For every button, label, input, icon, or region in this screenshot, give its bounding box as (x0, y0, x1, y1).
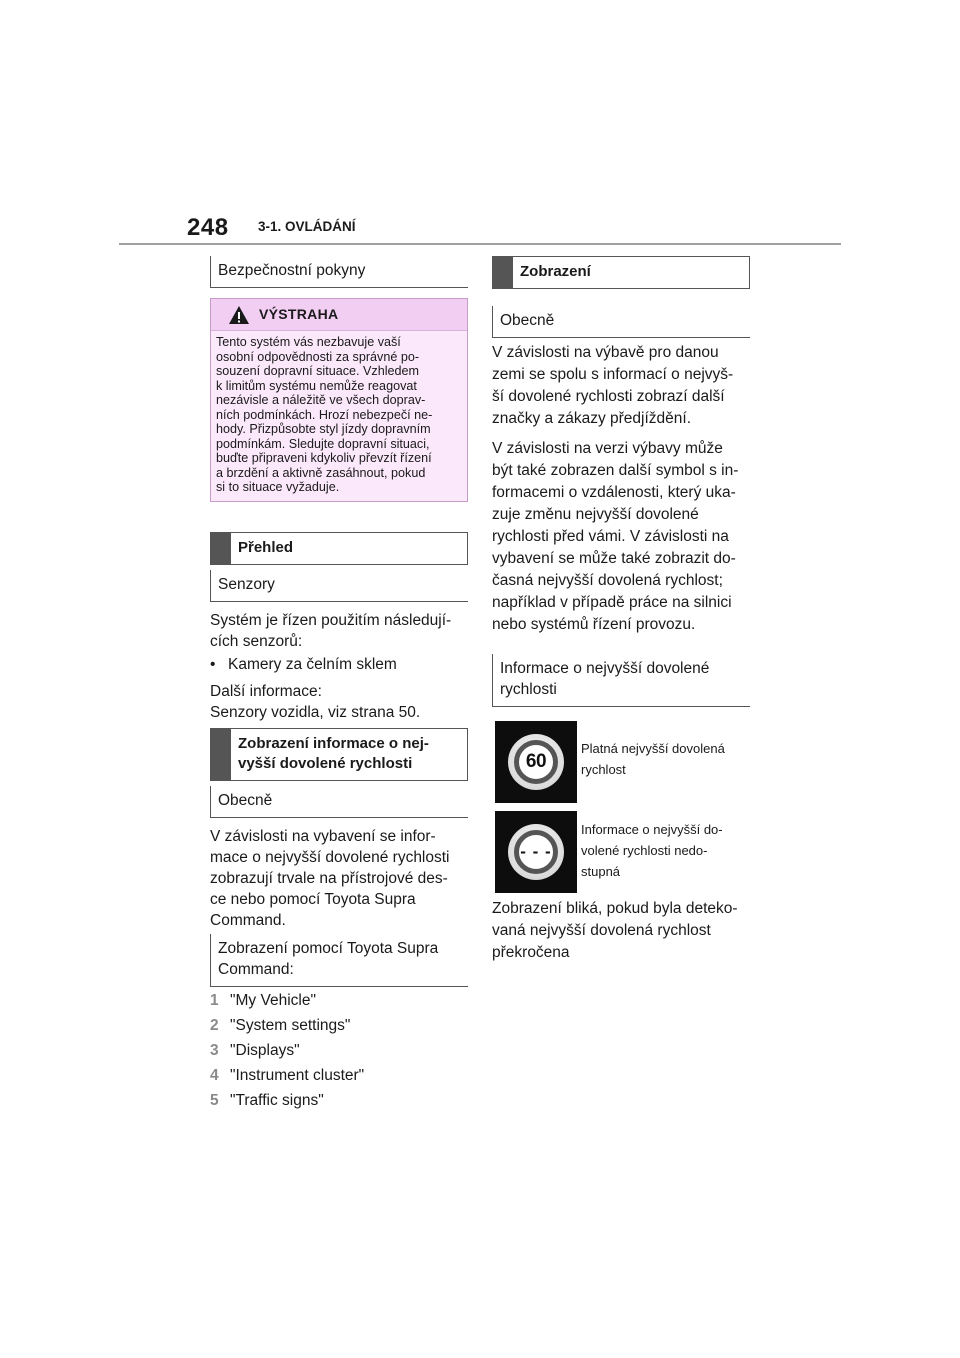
list-item: • Kamery za čelním sklem (210, 656, 397, 673)
blink-text: Zobrazení bliká, pokud byla deteko- vaná nejvyšší dovolená rychlost překročena (492, 900, 738, 961)
general-text-left: V závislosti na vybavení se infor- mace o nejvyšší dovolené rychlosti zobrazují trvale na přístrojové des- ce nebo pomocí Toyota Supra Command. (210, 828, 450, 929)
sensors-heading: Senzory (210, 570, 468, 602)
speed-info-heading: Informace o nejvyšší dovolené rychlosti (492, 654, 750, 707)
warning-triangle-icon (228, 305, 250, 325)
step-item: 2 "System settings" (210, 1017, 351, 1034)
warning-title: VÝSTRAHA (259, 306, 339, 322)
command-heading: Zobrazení pomocí Toyota Supra Command: (210, 934, 468, 987)
steps-list (210, 988, 364, 1113)
warning-header (211, 299, 467, 331)
warning-text: Tento systém vás nezbavuje vaší osobní odpovědnosti za správné po- souzení dopravní situace. Vzhledem k limitům systému nemůže reagovat nezávisle a náležitě ve všech doprav- ních podmínkách. Hrozí nebezpečí ne- hody. Přizpůsobte styl jízdy dopravním podmínkám. Sledujte dopravní situaci, buďte připraveni kdykoliv převzít řízení a brzdění a aktivně zasáhnout, pokud si to situace vyžaduje. (216, 335, 433, 494)
step-item: 1 "My Vehicle" (210, 992, 316, 1009)
header-divider (119, 243, 841, 245)
sign-caption-valid: Platná nejvyšší dovolená rychlost (581, 741, 725, 777)
page-number: 248 (187, 214, 229, 241)
sensors-text: Systém je řízen použitím následují- cích senzorů: • Kamery za čelním sklem Další informace: Senzory vozidla, viz strana 50. (210, 612, 452, 721)
general-text-right: V závislosti na výbavě pro danou zemi se spolu s informací o nejvyš- ší dovolené rychlosti zobrazí další značky a zákazy předjíždění. V závislosti na verzi výbavy může být také zobrazen další symbol s in- formacemi o vzdálenosti, který uka- zuje změnu nejvyšší dovolené rychlosti před vámi. V závislosti na vybavení se může také zobrazit do- časná nejvyšší dovolená rychlost; například v případě práce na silnici nebo systémů řízení provozu. (492, 344, 739, 633)
safety-heading: Bezpečnostní pokyny (210, 256, 468, 288)
step-item: 4 "Instrument cluster" (210, 1067, 365, 1084)
overview-heading: Přehled (210, 532, 468, 565)
speed-limit-display-heading: Zobrazení informace o nej- vyšší dovolené rychlosti (210, 728, 468, 781)
sign-caption-unavailable: Informace o nejvyšší do- volené rychlosti nedo- stupná (581, 822, 723, 879)
warning-box (210, 298, 468, 502)
display-heading: Zobrazení (492, 256, 750, 289)
step-item: 3 "Displays" (210, 1042, 300, 1059)
unavailable-sign-icon: - - - (514, 830, 558, 874)
section-title: 3-1. OVLÁDÁNÍ (258, 219, 356, 234)
general-heading-left: Obecně (210, 786, 468, 818)
speed-limit-unavailable-image (495, 811, 577, 893)
speed-sign-icon: 60 (514, 740, 558, 784)
step-item: 5 "Traffic signs" (210, 1092, 324, 1109)
general-heading-right: Obecně (492, 306, 750, 338)
speed-limit-60-image (495, 721, 577, 803)
